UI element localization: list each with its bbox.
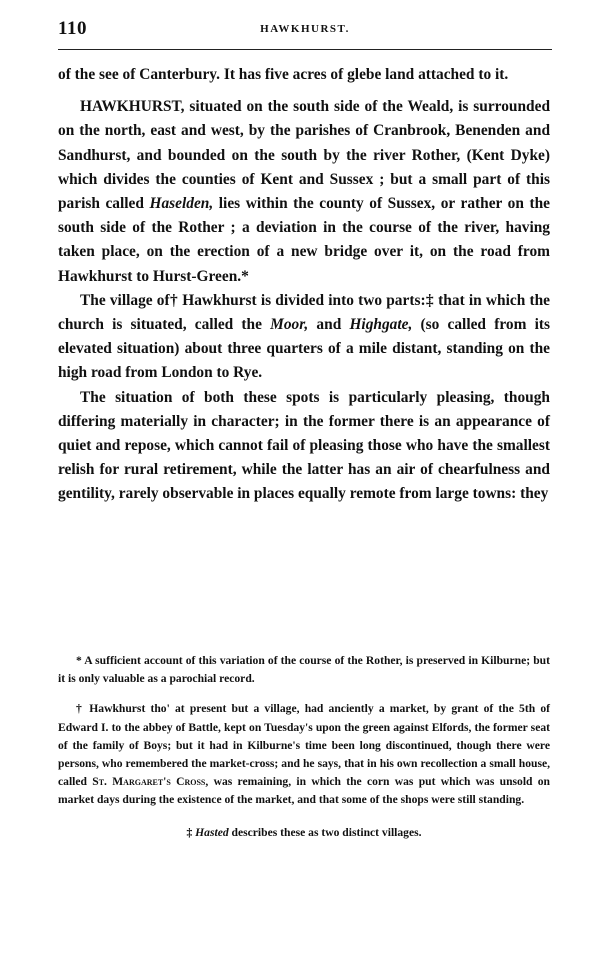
- footnote-2: [58, 700, 550, 809]
- footnote-2-text-b: was remaining, in which the corn was put which was unsold on market days during the existence of the market, and that some of the shops were still standing.: [58, 775, 551, 807]
- paragraph-4: The situation of both these spots is particularly pleasing, though differing materially in character; in the former there is an appearance of quiet and repose, which cannot fail of pleasing those who have the smallest relish for rural retirement, while the latter has an air of chearfulness and gentility, rarely observable in places equally remote from large towns: they: [58, 388, 550, 503]
- paragraph-3-text-a: The village of: [80, 291, 170, 309]
- paragraph-3: [58, 289, 550, 386]
- place-name-moor: Moor,: [270, 316, 309, 334]
- page-number: 110: [58, 18, 87, 39]
- paragraph-3-text-c: that in which the church is situated, called the: [58, 291, 550, 334]
- paragraph-2: [58, 95, 550, 289]
- place-name-st-margarets-cross: St. Margaret's Cross,: [92, 775, 209, 789]
- author-name-hasted: Hasted: [195, 825, 229, 839]
- footnotes: [58, 652, 550, 842]
- place-name-haselden: Haselden,: [149, 195, 214, 213]
- footnote-ref-2: †: [169, 291, 179, 309]
- header-rule: [58, 49, 552, 50]
- footnote-1-text: A sufficient account of this variation of the course of the Rother, is preserved in Kilburne; but it is only valuable as a parochial record.: [58, 654, 550, 686]
- footnote-1-mark: *: [76, 654, 82, 667]
- footnote-2-mark: †: [76, 702, 85, 716]
- paragraph-1: of the see of Canterbury. It has five acres of glebe land attached to it.: [58, 66, 509, 83]
- footnote-3-mark: ‡: [186, 825, 193, 839]
- place-name-highgate: Highgate,: [349, 316, 413, 334]
- paragraph-3-text-e: (so called from its elevated situation) about three quarters of a mile distant, standing on the high road from London to Rye.: [58, 316, 550, 382]
- footnote-ref-1: *: [241, 267, 249, 285]
- main-text: [58, 63, 550, 507]
- footnote-3: [58, 824, 550, 842]
- place-name-hawkhurst: HAWKHURST,: [80, 98, 185, 116]
- running-head: [58, 18, 552, 48]
- footnote-3-text: describes these as two distinct villages.: [228, 825, 422, 839]
- footnote-ref-3: ‡: [425, 291, 434, 309]
- paragraph-3-text-b: Hawkhurst is divided into two parts:: [178, 291, 426, 309]
- footnote-2-text-a: Hawkhurst tho' at present but a village, had anciently a market, by grant of the 5th of Edward I. to the abbey of Battle, kept on Tuesday's upon the green against Elfords, the former seat of the family of Boys; but it had in Kilburne's time been long discontinued, though there were persons, who remembered the market-cross; and he says, that in his own recollection a small house, called: [58, 702, 550, 789]
- paragraph-3-text-d: and: [308, 316, 350, 334]
- running-title: HAWKHURST.: [260, 23, 350, 35]
- paragraph-2-text-a: situated on the south side of the Weald, is surrounded on the north, east and west, by the parishes of Cranbrook, Benenden and Sandhurst, and bounded on the south by the river Rother, (Kent Dyke) which divides the counties of Kent and Sussex ; but a small part of this parish called: [58, 98, 550, 213]
- paragraph-2-text-b: lies within the county of Sussex, or rather on the south side of the Rother ; a deviation in the course of the river, having taken place, on the erection of a new bridge over it, on the road from Hawkhurst to Hurst-Green.: [58, 195, 551, 285]
- footnote-1: [58, 652, 550, 688]
